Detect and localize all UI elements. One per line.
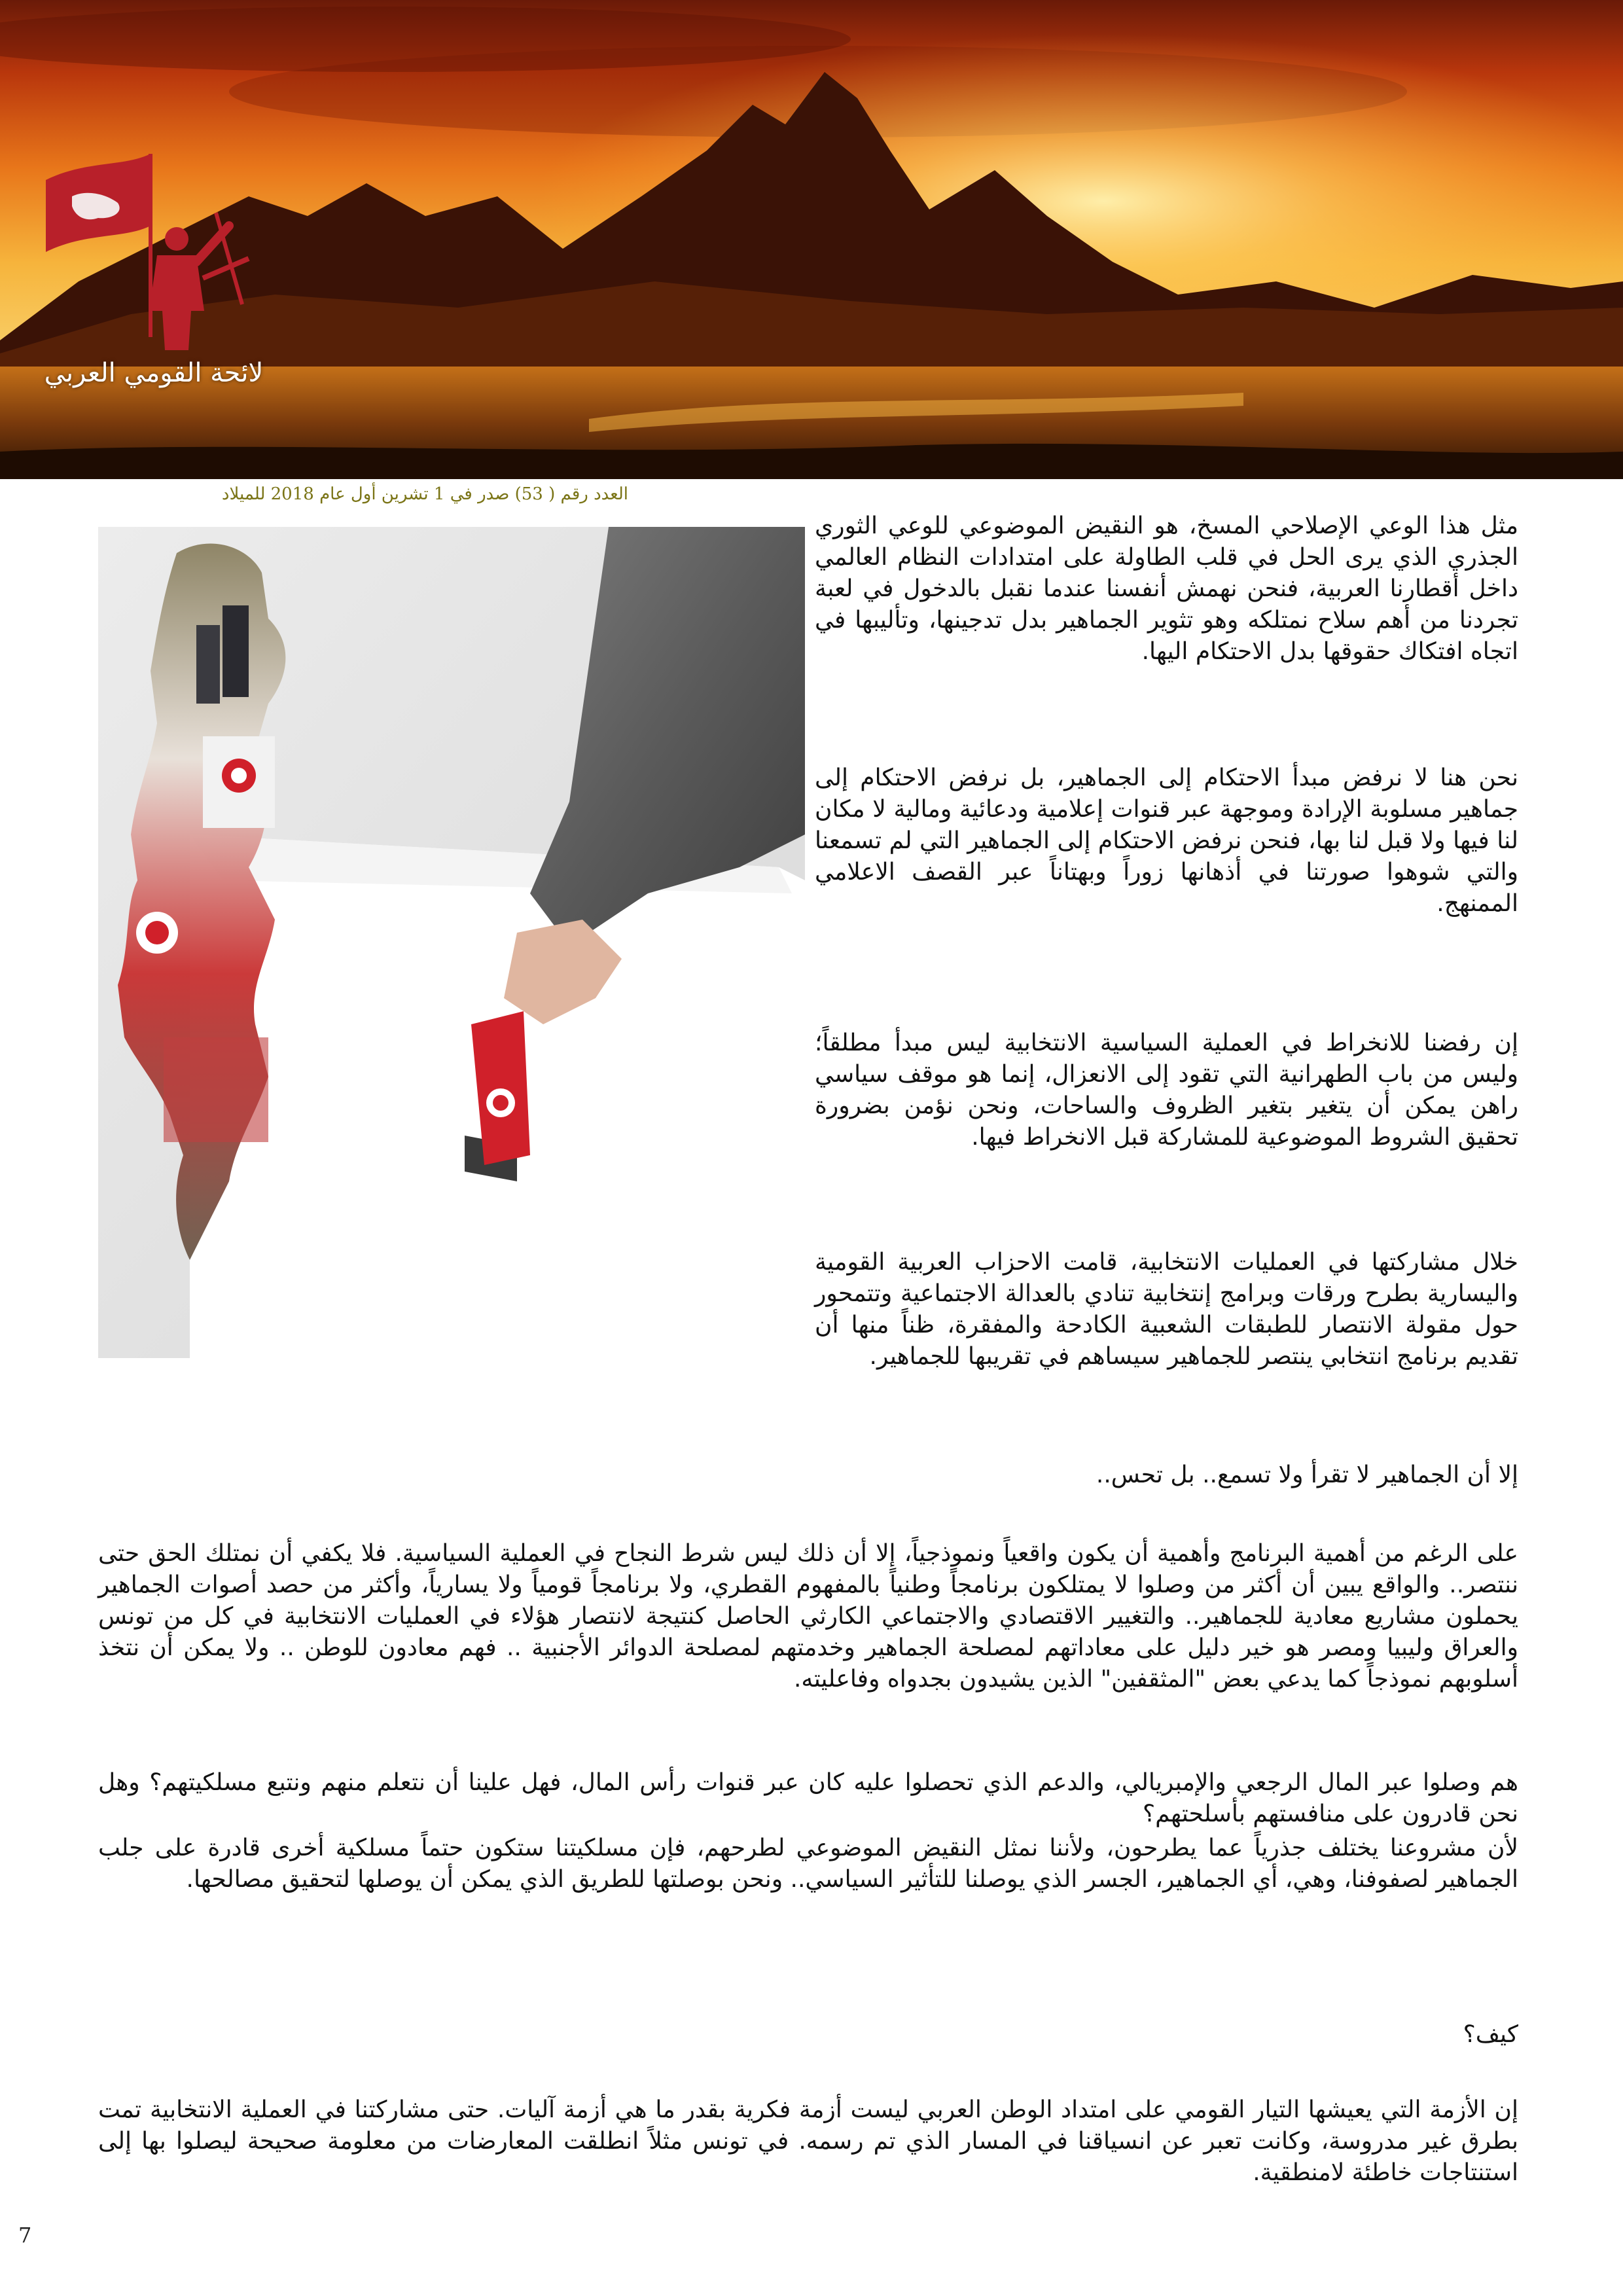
article-paragraph-3: إن رفضنا للانخراط في العملية السياسية الانتخابية ليس مبدأ مطلقاً؛ وليس من باب الطهرانية التي تقود إلى الانعزال، إنما هو موقف سياسي راهن يمكن أن يتغير بتغير الظروف والساحات، ونحن نؤمن بضرورة تحقيق الشروط الموضوعية للمشاركة قبل الانخراط فيها. (815, 1030, 1518, 1151)
logo-text: لائحة القومي العربي (44, 358, 264, 388)
article-paragraph-10: إن الأزمة التي يعيشها التيار القومي على امتداد الوطن العربي ليست أزمة فكرية بقدر ما هي أزمة آليات. حتى مشاركتنا في العملية الانتخابية تمت بطرق غير مدروسة، وكانت تعبر عن انسياقنا في المسار الذي تم رسمه. في تونس مثلاً انطلقت المعارضات من معلومة صحيحة ليصلوا بها إلى استنتاجات خاطئة لامنطقية. (98, 2096, 1518, 2186)
article-paragraph-6: على الرغم من أهمية البرنامج وأهمية أن يكون واقعياً ونموذجياً، إلا أن ذلك ليس شرط النجاح في العملية السياسية. فلا يكفي أن نمتلك الحق حتى ننتصر.. والواقع يبين أن أكثر من وصلوا لا يمتلكون برنامجاً وطنياً بالمفهوم القطري، ولا برنامجاً قومياً ولا يسارياً، وأكثر من حصد أصوات الجماهير يحملون مشاريع معادية للجماهير.. والتغيير الاقتصادي والاجتماعي الكارثي الحاصل كنتيجة لانتصار هؤلاء في العمليات الانتخابية في كل من تونس والعراق وليبيا ومصر هو خير دليل على معاداتهم لمصلحة الجماهير وخدمتهم لمصلحة الدوائر الأجنبية .. فهم معادون للوطن .. ولا يمكن أن نتخذ أسلوبهم نموذجاً كما يدعي بعض "المثقفين" الذين يشيدون بجدواه وفاعليته. (98, 1540, 1518, 1693)
article-paragraph-7: هم وصلوا عبر المال الرجعي والإمبريالي، والدعم الذي تحصلوا عليه كان عبر قنوات رأس المال، فهل علينا أن نتعلم منهم ونتبع مسلكيتهم؟ وهل نحن قادرون على منافستهم بأسلحتهم؟ (98, 1769, 1518, 1827)
ballot-photo (98, 527, 805, 1358)
article-paragraph-9: كيف؟ (1463, 2021, 1518, 2048)
issue-line: العدد رقم ( 53) صدر في 1 تشرين أول عام 2018 للميلاد (221, 484, 628, 504)
article-paragraph-5: إلا أن الجماهير لا تقرأ ولا تسمع.. بل تحس.. (1096, 1462, 1518, 1488)
logo-emblem-icon (20, 141, 288, 357)
article-paragraph-1: مثل هذا الوعي الإصلاحي المسخ، هو النقيض الموضوعي للوعي الثوري الجذري الذي يرى الحل في قلب الطاولة على امتدادات النظام العالمي داخل أقطارنا العربية، فنحن نهمش أنفسنا عندما نقبل بالدخول في لعبة تجردنا من أهم سلاح نمتلكه وهو تثوير الجماهير بدل تدجينها، وتأليبها في اتجاه افتكاك حقوقها بدل الاحتكام اليها. (815, 512, 1518, 665)
article-paragraph-2: نحن هنا لا نرفض مبدأ الاحتكام إلى الجماهير، بل نرفض الاحتكام إلى جماهير مسلوبة الإرادة وموجهة عبر قنوات إعلامية ودعائية ومالية لا مكان لنا فيها ولا قبل لنا بها، فنحن نرفض الاحتكام إلى الجماهير التي لم تسمعنا والتي شوهوا صورتنا في أذهانها زوراً وبهتاناً عبر القصف الاعلامي الممنهج. (815, 764, 1518, 917)
page-number: 7 (18, 2223, 32, 2248)
article-paragraph-8: لأن مشروعنا يختلف جذرياً عما يطرحون، ولأننا نمثل النقيض الموضوعي لطرحهم، فإن مسلكيتنا ستكون حتماً مسلكية أخرى قادرة على جلب الجماهير لصفوفنا، وهي، أي الجماهير، الجسر الذي يوصلنا للتأثير السياسي.. ونحن بوصلتها للطريق الذي يمكن أن يوصلها لتحقيق مصالحها. (98, 1835, 1518, 1893)
logo (20, 141, 288, 416)
article-paragraph-4: خلال مشاركتها في العمليات الانتخابية، قامت الاحزاب العربية القومية واليسارية بطرح ورقات وبرامج إنتخابية تنادي بالعدالة الاجتماعية وتتمحور حول مقولة الانتصار للطبقات الشعبية الكادحة والمفقرة، ظناً منها أن تقديم برنامج انتخابي ينتصر للجماهير سيساهم في تقريبها للجماهير. (815, 1249, 1518, 1370)
header-banner (0, 0, 1623, 479)
ballot-box-image (98, 527, 805, 1358)
